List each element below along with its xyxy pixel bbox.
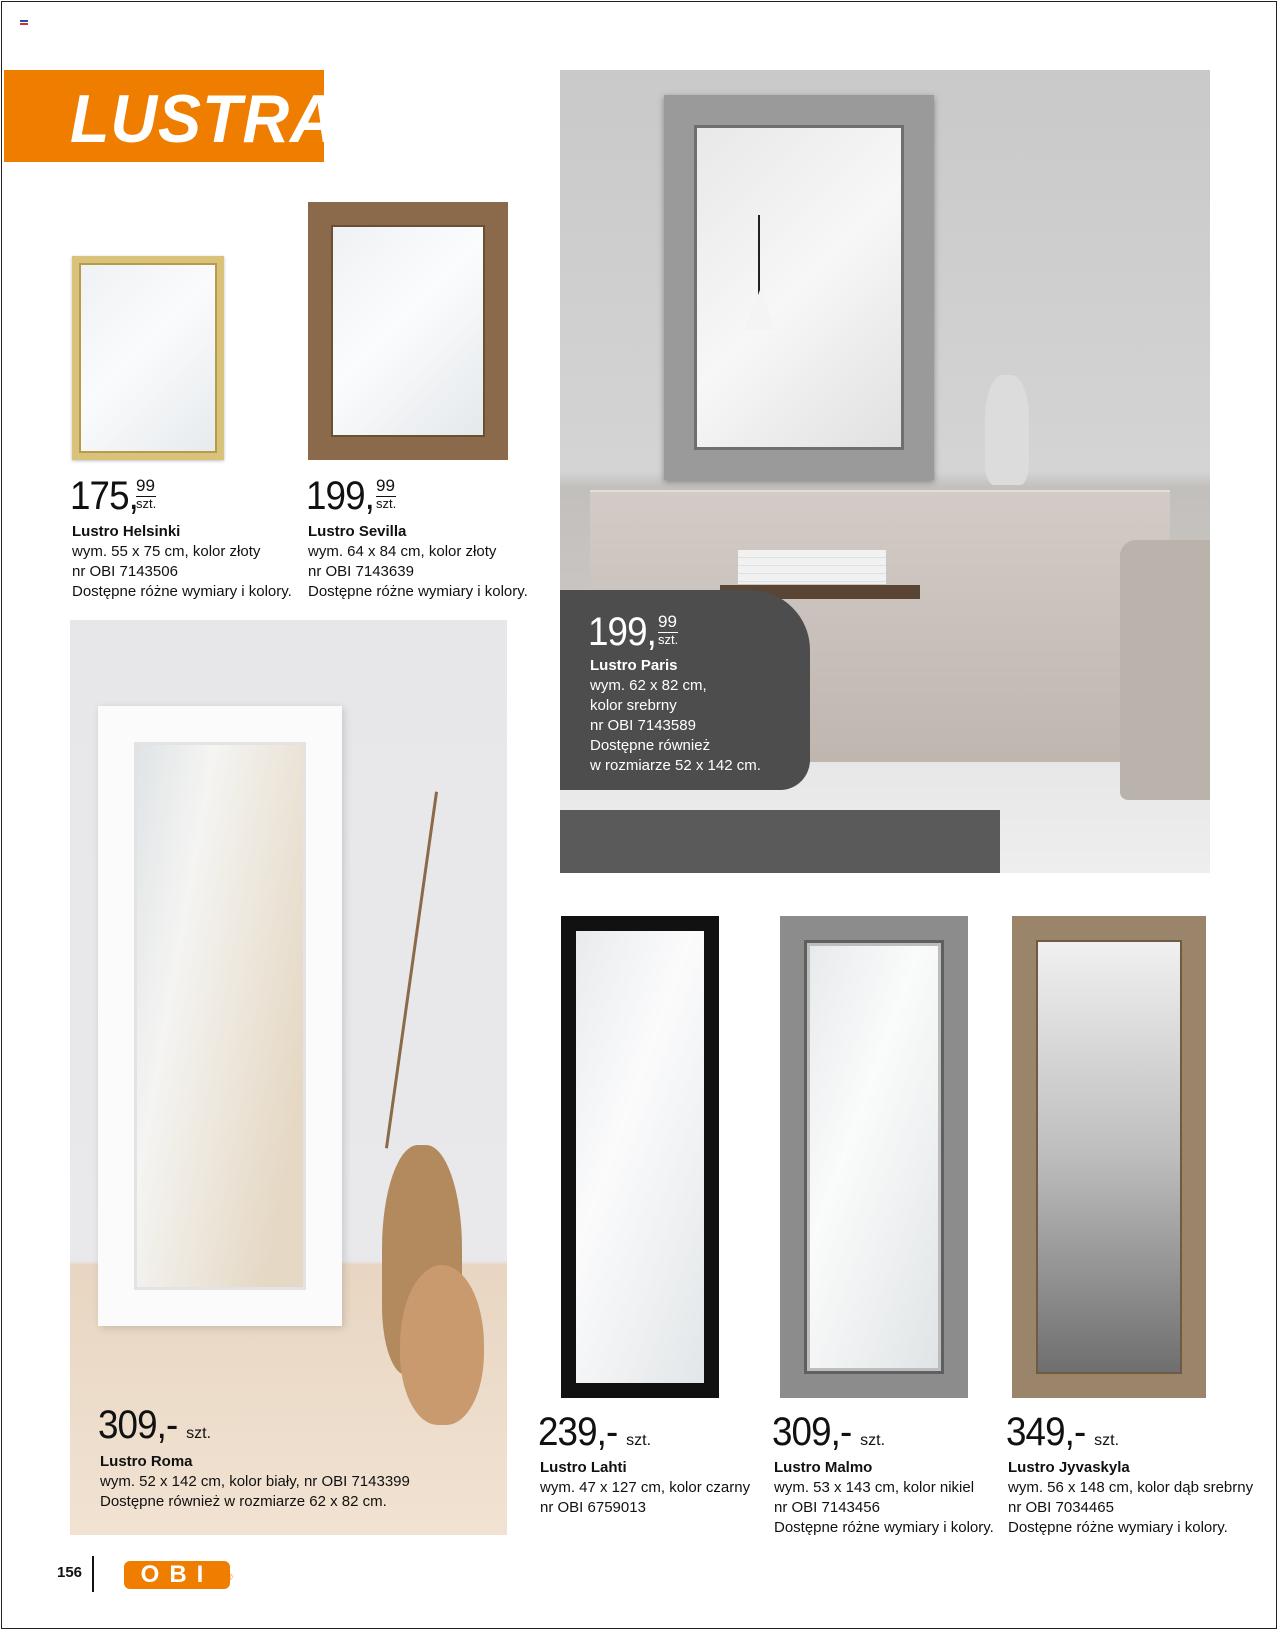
- lahti-price: 239,- szt.: [538, 1410, 652, 1454]
- product-dims: wym. 62 x 82 cm,: [590, 677, 707, 694]
- product-name: Lustro Malmo: [774, 1459, 873, 1476]
- jyvaskyla-info: [1008, 1458, 1253, 1538]
- helsinki-mirror-image: [72, 256, 224, 460]
- malmo-price: 309,- szt.: [772, 1410, 886, 1454]
- product-note: Dostępne różne wymiary i kolory.: [774, 1519, 994, 1536]
- round-vase: [400, 1265, 484, 1425]
- corner-mark: [20, 20, 28, 26]
- product-note-size: w rozmiarze 52 x 142 cm.: [590, 757, 761, 774]
- helsinki-info: [72, 522, 292, 602]
- jyvaskyla-price: 349,- szt.: [1006, 1410, 1120, 1454]
- product-color: kolor srebrny: [590, 697, 677, 714]
- product-note: Dostępne również w rozmiarze 62 x 82 cm.: [100, 1493, 387, 1510]
- lahti-info: [540, 1458, 750, 1518]
- sevilla-mirror-image: [308, 202, 508, 460]
- product-note: Dostępne różne wymiary i kolory.: [308, 583, 528, 600]
- product-name: Lustro Jyvaskyla: [1008, 1459, 1130, 1476]
- wall-mirror: [664, 95, 934, 480]
- product-dims: wym. 47 x 127 cm, kolor czarny: [540, 1479, 751, 1496]
- product-dims: wym. 52 x 142 cm, kolor biały, nr OBI 7143399: [100, 1473, 410, 1490]
- helsinki-price: 175, 99 szt.: [70, 474, 157, 518]
- product-name: Lustro Lahti: [540, 1459, 627, 1476]
- roma-info: [100, 1452, 410, 1512]
- product-dims: wym. 53 x 143 cm, kolor nikiel: [774, 1479, 975, 1496]
- malmo-mirror-image: [780, 916, 968, 1398]
- malmo-info: [774, 1458, 994, 1538]
- product-name: Lustro Roma: [100, 1453, 193, 1470]
- paris-price: 199, 99 szt.: [588, 610, 679, 654]
- product-sku: nr OBI 6759013: [540, 1499, 646, 1516]
- product-sku: nr OBI 7143456: [774, 1499, 880, 1516]
- product-dims: wym. 56 x 148 cm, kolor dąb srebrny: [1008, 1479, 1254, 1496]
- section-title: LUSTRA: [70, 81, 338, 157]
- product-sku: nr OBI 7143589: [590, 717, 696, 734]
- paris-info: [590, 656, 761, 776]
- product-dims: wym. 64 x 84 cm, kolor złoty: [308, 543, 497, 560]
- product-name: Lustro Helsinki: [72, 523, 181, 540]
- roma-price: 309,- szt.: [98, 1403, 212, 1447]
- rug: [560, 810, 1000, 873]
- product-dims: wym. 55 x 75 cm, kolor złoty: [72, 543, 261, 560]
- product-note: Dostępne różne wymiary i kolory.: [1008, 1519, 1228, 1536]
- product-name: Lustro Sevilla: [308, 523, 407, 540]
- pendant-lamp: [758, 215, 760, 295]
- section-banner: [4, 70, 338, 162]
- footer-divider: [92, 1556, 94, 1592]
- sofa-right: [1120, 540, 1210, 800]
- obi-logo: OBI: [124, 1561, 230, 1589]
- twig-decor: [385, 792, 438, 1149]
- vase-left: [985, 375, 1029, 485]
- product-sku: nr OBI 7143639: [308, 563, 414, 580]
- lahti-mirror-image: [561, 916, 719, 1398]
- page-number: 156: [57, 1564, 83, 1581]
- product-note: Dostępne różne wymiary i kolory.: [72, 583, 292, 600]
- floor-mirror: [98, 706, 342, 1326]
- sevilla-price: 199, 99 szt.: [306, 474, 397, 518]
- logo-registered-mark: ®: [226, 1572, 233, 1582]
- product-sku: nr OBI 7143506: [72, 563, 178, 580]
- roma-room-photo: [70, 620, 507, 1535]
- product-name: Lustro Paris: [590, 657, 678, 674]
- pendant-shade: [744, 290, 776, 330]
- jyvaskyla-mirror-image: [1012, 916, 1206, 1398]
- books: [738, 550, 886, 584]
- product-sku: nr OBI 7034465: [1008, 1499, 1114, 1516]
- sevilla-info: [308, 522, 528, 602]
- product-note: Dostępne również: [590, 737, 711, 754]
